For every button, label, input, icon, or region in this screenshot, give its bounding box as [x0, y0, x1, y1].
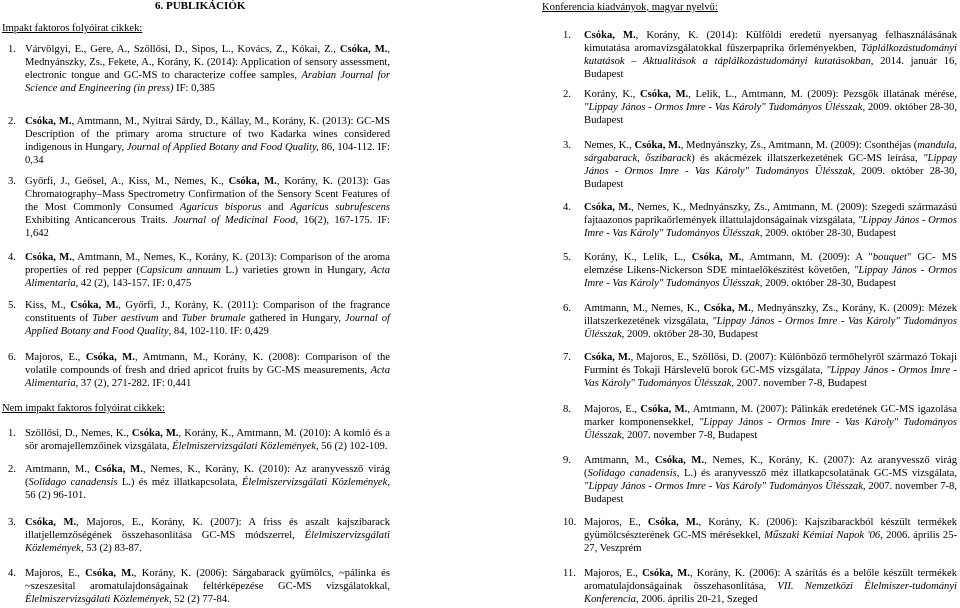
- impact-item-2: 2. Csóka, M., Amtmann, M., Nyitrai Sárdy, D., Kállay, M., Korány, K. (2013): GC-MS Description of the primary aroma structure of two Kadarka wines considered indigenous in Hungary, Journal of Applied Botany and Food Quality, 86, 104-112. IF: 0,34: [8, 116, 391, 166]
- conference-item-6: 6. Amtmann, M., Nemes, K., Csóka, M., Mednyánszky, Zs., Korány, K. (2009): Mézek illatszerkezetének vizsgálata, "Lippay János - Ormos Imre - Vas Károly" Tudományos Ülésszak, 2009. október 28-30, Budapest: [563, 303, 958, 340]
- impact-item-6: 6. Majoros, E., Csóka, M., Amtmann, M., Korány, K. (2008): Comparison of the volatile compounds of fresh and dried apricot fruits by GC-MS measurements, Acta Alimentaria, 37 (2), 271-282. IF: 0,441: [8, 352, 390, 389]
- nonimpact-item-2: 2. Amtmann, M., Csóka, M., Nemes, K., Korány, K. (2010): Az aranyvessző virág (Solidago canadensis L.) és méz illatkapcsolata, Élelmiszervizsgálati Közlemények, 56 (2) 96-101.: [8, 464, 390, 501]
- nonimpact-heading: Nem impakt faktoros folyóirat cikkek:: [2, 403, 165, 414]
- conference-item-11: 11. Majoros, E., Csóka, M., Korány, K. (2006): A szárítás és a belőle készült termékek aromatulajdonságainak összehasonlítása, VII. Nemzetközi Élelmiszer-tudományi Konferencia, 2006. április 20-21, Szeged: [563, 568, 957, 605]
- conference-item-4: 4. Csóka, M., Nemes, K., Mednyánszky, Zs., Amtmann, M. (2009): Szegedi származású fajtaazonos paprikaőrlemények illattulajdonságainak vizsgálata, "Lippay János - Ormos Imre - Vas Károly" Tudományos Ülésszak, 2009. október 28-30, Budapest: [563, 202, 957, 239]
- chapter-title: 6. PUBLIKÁCIÓK: [155, 0, 246, 12]
- nonimpact-item-4: 4. Majoros, E., Csóka, M., Korány, K. (2006): Sárgabarack gyümölcs, ~pálinka és ~szeszesital aromatulajdonságainak feltérképezése GC-MS vizsgálatokkal, Élelmiszervizsgálati Közlemények, 52 (2) 77-84.: [8, 568, 390, 605]
- conference-item-10: 10. Majoros, E., Csóka, M., Korány, K. (2006): Kajszibarackból készült termékek gyümölcsészterének GC-MS mérésekkel, Műszaki Kémiai Napok '06, 2006. április 25-27, Veszprém: [563, 517, 958, 554]
- nonimpact-item-1: 1. Szöllősi, D., Nemes, K., Csóka, M., Korány, K., Amtmann, M. (2010): A komló és a sör aromajellemzőinek vizsgálata, Élelmiszervizsgálati Közlemények, 56 (2) 102-109.: [8, 428, 391, 452]
- impact-item-4: 4. Csóka, M., Amtmann, M., Nemes, K., Korány, K. (2013): Comparison of the aroma properties of red pepper (Capsicum annuum L.) varieties grown in Hungary, Acta Alimentaria, 42 (2), 143-157. IF: 0,475: [8, 252, 391, 289]
- conference-item-3: 3. Nemes, K., Csóka, M., Mednyánszky, Zs., Amtmann, M. (2009): Csonthéjas (mandula, sárgabarack, őszibarack) és akácmézek illatszerkezetének GC-MS leírása, "Lippay János - Ormos Imre - Vas Károly" Tudományos Ülésszak, 2009. október 28-30, Budapest: [563, 140, 958, 190]
- impact-heading: Impakt faktoros folyóirat cikkek:: [2, 23, 143, 34]
- impact-item-5: 5. Kiss, M., Csóka, M., Győrfi, J., Korány, K. (2011): Comparison of the fragrance constituents of Tuber aestivum and Tuber brumale gathered in Hungary, Journal of Applied Botany and Food Quality, 84, 102-110. IF: 0,429: [8, 300, 390, 337]
- conference-item-5: 5. Korány, K., Lelik, L., Csóka, M., Amtmann, M. (2009): A "bouquet" GC- MS elemzése Likens-Nickerson SDE mintaelőkészítést követően, "Lippay János - Ormos Imre - Vas Károly" Tudományos Ülésszak, 2009. október 28-30, Budapest: [563, 252, 957, 289]
- conference-item-9: 9. Amtmann, M., Csóka, M., Nemes, K., Korány, K. (2007): Az aranyvessző virág (Solidago canadensis, L.) és aranyvessző méz illatkapcsolatának GC-MS vizsgálata, "Lippay János - Ormos Imre - Vas Károly" Tudományos Ülésszak, 2007. november 7-8, Budapest: [563, 455, 957, 505]
- impact-item-3: 3. Győrfi, J., Geösel, A., Kiss, M., Nemes, K., Csóka, M., Korány, K. (2013): Gas Chromatography–Mass Spectrometry Confirmation of the Sensory Scent Features of the Most Commonly Consumed Agaricus bisporus and Agaricus subrufescens Exhibiting Anticancerous Traits. Journal of Medicinal Food, 16(2), 167-175. IF: 1,642: [8, 176, 390, 239]
- conference-item-7: 7. Csóka, M., Majoros, E., Szöllősi, D. (2007): Különböző termőhelyről származó Tokaji Furmint és Tokaji Hárslevelű borok GC-MS vizsgálata, "Lippay János - Ormos Imre - Vas Károly" Tudományos Ülésszak, 2007. november 7-8, Budapest: [563, 352, 958, 389]
- nonimpact-item-3: 3. Csóka, M., Majoros, E., Korány, K. (2007): A friss és aszalt kajszibarack illatjellemzőségének összehasonlítása GC-MS módszerrel, Élelmiszervizsgálati Közlemények, 53 (2) 83-87.: [8, 517, 390, 554]
- conference-item-8: 8. Majoros, E., Csóka, M., Amtmann, M. (2007): Pálinkák eredetének GC-MS igazolása marker komponensekkel, "Lippay János - Ormos Imre - Vas Károly" Tudományos Ülésszak, 2007. november 7-8, Budapest: [563, 404, 957, 441]
- conference-item-2: 2. Korány, K., Csóka, M., Lelik, L., Amtmann, M. (2009): Pezsgők illatának mérése, "Lippay János - Ormos Imre - Vas Károly" Tudományos Ülésszak, 2009. október 28-30, Budapest: [563, 89, 957, 126]
- impact-item-1: 1. Várvölgyi, E., Gere, A., Szöllősi, D., Sipos, L., Kovács, Z., Kókai, Z., Csóka, M., Mednyánszky, Zs., Fekete, A., Korány, K. (2014): Application of sensory assessment, electronic tongue and GC-MS to characterize coffee samples, Arabian Journal for Science and Engineering (in press) IF: 0,385: [8, 44, 390, 94]
- conference-item-1: 1. Csóka, M., Korány, K. (2014): Külföldi eredetű nyersanyag felhasználásának kimutatása aromavizsgálatokkal fűszerpaprika őrleményekben, Táplálkozástudományi kutatások – Aktualitások a táplálkozástudományi kutatásokban, 2014. január 16, Budapest: [563, 30, 957, 80]
- conference-heading: Konferencia kiadványok, magyar nyelvű:: [542, 2, 718, 13]
